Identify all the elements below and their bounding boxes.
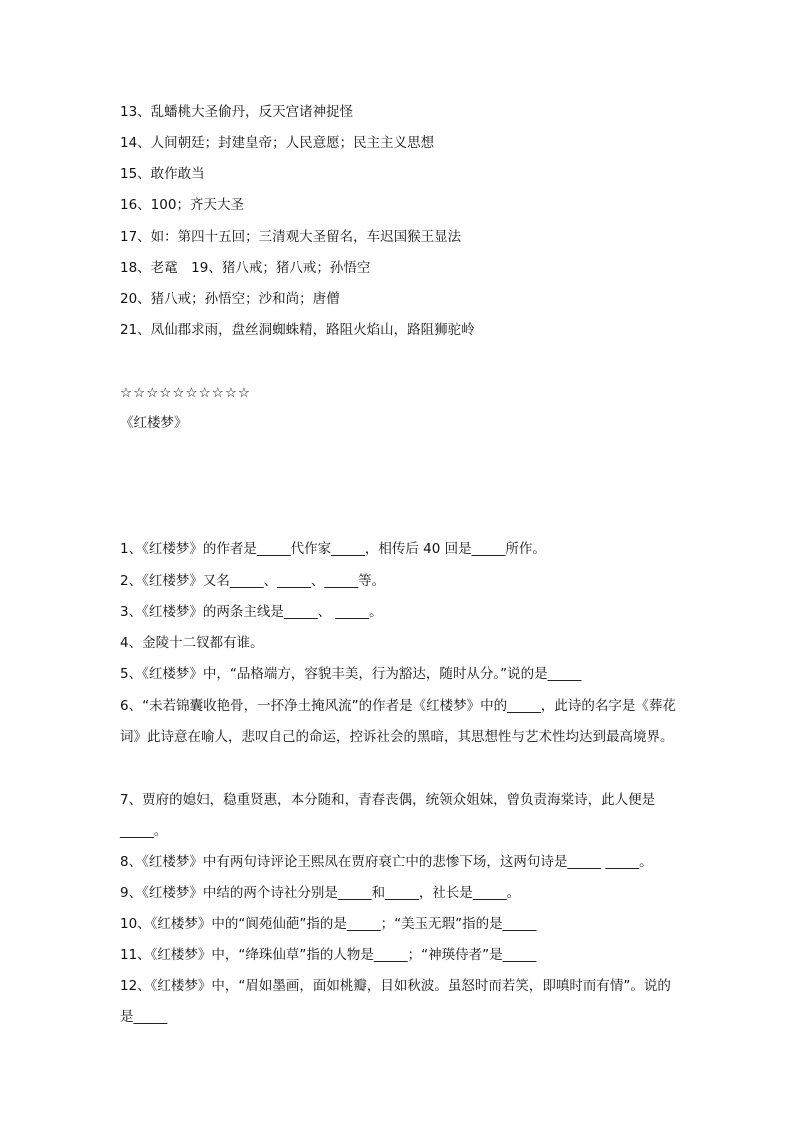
question-8: 8、《红楼梦》中有两句诗评论王熙凤在贾府衰亡中的悲惨下场，这两句诗是_____ _____。	[120, 854, 653, 870]
question-2: 2、《红楼梦》又名_____、_____、_____等。	[120, 573, 386, 589]
section-title: 《红楼梦》	[120, 415, 188, 431]
question-11: 11、《红楼梦》中，“绛珠仙草”指的人物是_____；“神瑛侍者”是_____	[120, 947, 537, 963]
answer-20: 20、猪八戒；孙悟空；沙和尚；唐僧	[120, 291, 340, 307]
question-1: 1、《红楼梦》的作者是_____代作家_____，相传后 40 回是_____所作。	[120, 541, 546, 557]
answer-14: 14、人间朝廷；封建皇帝；人民意愿；民主主义思想	[120, 135, 435, 151]
question-9: 9、《红楼梦》中结的两个诗社分别是_____和_____，社长是_____。	[120, 885, 521, 901]
question-12: 12、《红楼梦》中，“眉如墨画，面如桃瓣，目如秋波。虽怒时而若笑，即嗔时而有情”。说的是_____	[120, 978, 671, 1025]
question-6: 6、“未若锦囊收艳骨，一抔净土掩风流”的作者是《红楼梦》中的_____，此诗的名字是《葬花词》此诗意在喻人，悲叹自己的命运，控诉社会的黑暗，其思想性与艺术性均达到最高境界。	[120, 698, 676, 745]
answer-16: 16、100；齐天大圣	[120, 197, 244, 213]
star-divider: ☆☆☆☆☆☆☆☆☆☆	[120, 385, 252, 401]
question-3: 3、《红楼梦》的两条主线是_____、 _____。	[120, 604, 383, 620]
answer-13: 13、乱蟠桃大圣偷丹，反天宫诸神捉怪	[120, 104, 354, 120]
answer-21: 21、凤仙郡求雨，盘丝洞蜘蛛精，路阻火焰山，路阻狮驼岭	[120, 322, 475, 338]
question-4: 4、金陵十二钗都有谁。	[120, 635, 264, 651]
question-10: 10、《红楼梦》中的“阆苑仙葩”指的是_____；“美玉无瑕”指的是_____	[120, 916, 537, 932]
question-5: 5、《红楼梦》中，“品格端方，容貌丰美，行为豁达，随时从分。”说的是_____	[120, 666, 582, 682]
answer-18-19: 18、老鼋 19、猪八戒；猪八戒；孙悟空	[120, 260, 371, 276]
answer-15: 15、敢作敢当	[120, 166, 205, 182]
answer-17: 17、如：第四十五回；三清观大圣留名，车迟国猴王显法	[120, 229, 462, 245]
question-7: 7、贾府的媳妇，稳重贤惠，本分随和，青春丧偶，统领众姐妹，曾负责海棠诗，此人便是_____。	[120, 792, 656, 839]
